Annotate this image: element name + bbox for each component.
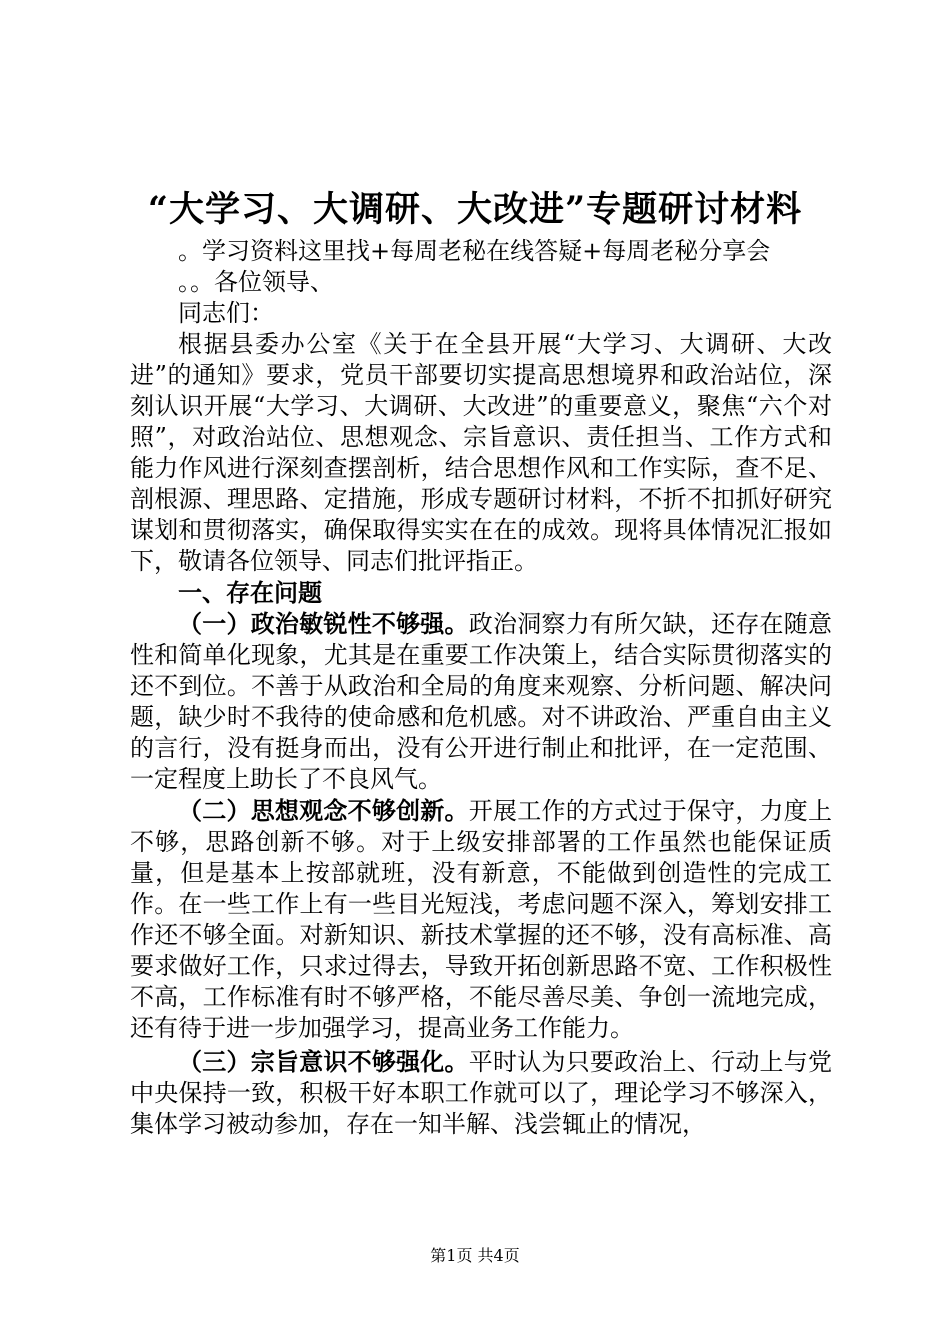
intro-paragraph: 根据县委办公室《关于在全县开展“大学习、大调研、大改进”的通知》要求，党员干部要切实提高思想境界和政治站位，深刻认识开展“大学习、大调研、大改进”的重要意义，聚焦“六个对照”，对政治站位、思想观念、宗旨意识、责任担当、工作方式和能力作风进行深刻查摆剖析，结合思想作风和工作实际，查不足、剖根源、理思路、定措施，形成专题研讨材料，不折不扣抓好研究谋划和贯彻落实，确保取得实实在在的成效。现将具体情况汇报如下，敬请各位领导、同志们批评指正。 [130, 330, 832, 575]
item-lead: （三）宗旨意识不够强化。 [178, 1047, 469, 1076]
item-lead: （二）思想观念不够创新。 [178, 796, 469, 825]
section-heading: 一、存在问题 [178, 578, 322, 607]
text-line: 。。各位领导、 [178, 268, 334, 296]
item-text: 政治洞察力有所欠缺，还存在随意性和简单化现象，尤其是在重要工作决策上，结合实际贯彻落实的还不到位。不善于从政治和全局的角度来观察、分析问题、解决问题，缺少时不我待的使命感和危机感。对不讲政治、严重自由主义的言行，没有挺身而出，没有公开进行制止和批评，在一定范围、一定程度上助长了不良风气。 [130, 610, 833, 793]
item-text: 开展工作的方式过于保守，力度上不够，思路创新不够。对于上级安排部署的工作虽然也能保证质量，但是基本上按部就班，没有新意，不能做到创造性的完成工作。在一些工作上有一些目光短浅，考虑问题不深入，筹划安排工作还不够全面。对新知识、新技术掌握的还不够，没有高标准、高要求做好工作，只求过得去，导致开拓创新思路不宽、工作积极性不高，工作标准有时不够严格，不能尽善尽美、争创一流地完成，还有待于进一步加强学习，提高业务工作能力。 [130, 797, 833, 1042]
text-line: 。学习资料这里找+每周老秘在线答疑+每周老秘分享会 [178, 237, 771, 265]
item-paragraph [130, 608, 832, 795]
text-line: 同志们： [178, 299, 274, 327]
page-footer: 第1页 共4页 [430, 1246, 520, 1265]
item-paragraph [130, 1046, 832, 1140]
item-paragraph [130, 795, 832, 1044]
item-text: 平时认为只要政治上、行动上与党中央保持一致，积极干好本职工作就可以了，理论学习不够深入，集体学习被动参加，存在一知半解、浅尝辄止的情况， [130, 1048, 833, 1138]
document-title: “大学习、大调研、大改进”专题研讨材料 [147, 189, 803, 230]
document-body [130, 236, 832, 1140]
item-lead: （一）政治敏锐性不够强。 [178, 609, 469, 638]
